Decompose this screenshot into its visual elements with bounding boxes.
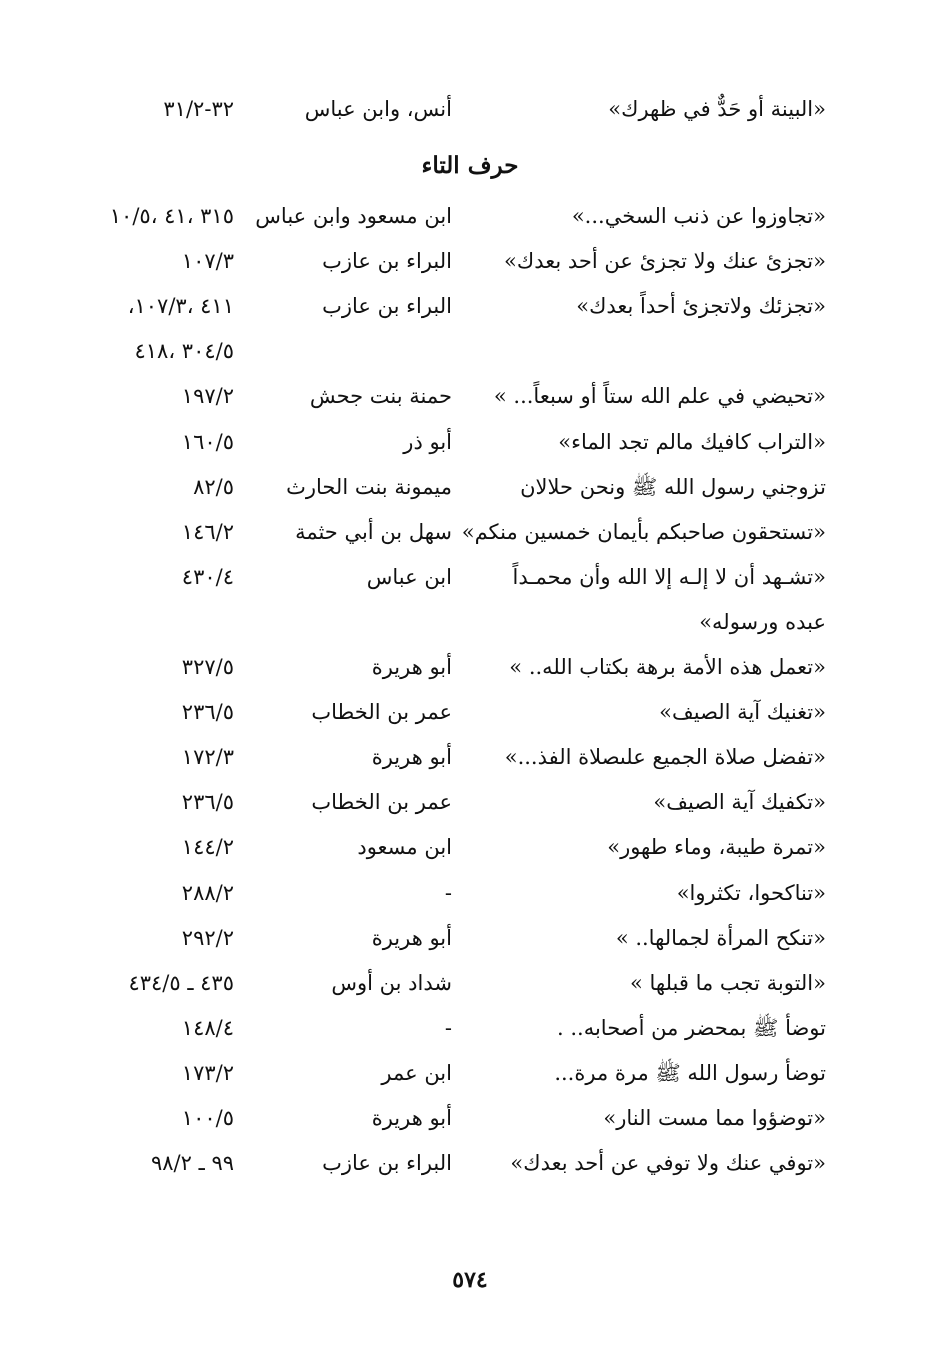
entry-row xyxy=(0,602,940,642)
entry-row xyxy=(0,1143,940,1183)
entry-row xyxy=(0,782,940,822)
narrator-name: ميمونة بنت الحارث xyxy=(286,475,452,499)
hadith-text: تزوجني رسول الله ﷺ ونحن حلالان xyxy=(520,475,826,499)
section-heading: حرف التاء xyxy=(421,152,519,179)
entry-row xyxy=(0,241,940,281)
narrator-name: عمر بن الخطاب xyxy=(311,700,452,724)
entry-row xyxy=(0,963,940,1003)
reference: ١٠٧/٣ xyxy=(181,249,234,273)
hadith-text: «التراب كافيك مالم تجد الماء» xyxy=(558,430,826,454)
hadith-text: «توضؤوا مما مست النار» xyxy=(603,1106,826,1130)
entry-row xyxy=(0,647,940,687)
hadith-text: «تحيضي في علم الله ستاً أو سبعاً... » xyxy=(493,384,826,408)
narrator-name: أبو هريرة xyxy=(371,926,452,950)
hadith-text: عبده ورسوله» xyxy=(699,610,826,634)
entry-row xyxy=(0,692,940,732)
page-number: ٥٧٤ xyxy=(452,1267,488,1293)
narrator-name: ابن عباس xyxy=(366,565,452,589)
hadith-text: توضأ ﷺ بمحضر من أصحابه.. . xyxy=(557,1016,826,1040)
hadith-text: «تغنيك آية الصيف» xyxy=(659,700,826,724)
reference: ٣٠٤/٥ ،٤١٨ xyxy=(134,339,234,363)
hadith-text: «البينة أو حَدٌّ في ظهرك» xyxy=(608,97,826,121)
entry-row xyxy=(0,873,940,913)
reference: ٢٣٦/٥ xyxy=(181,790,234,814)
reference: ٨٢/٥ xyxy=(193,475,234,499)
reference: ٢٣٦/٥ xyxy=(181,700,234,724)
hadith-text: «توفي عنك ولا توفي عن أحد بعدك» xyxy=(510,1151,826,1175)
reference: ١٤٤/٢ xyxy=(181,835,234,859)
entry-row xyxy=(0,1053,940,1093)
narrator-name: شداد بن أوس xyxy=(331,971,452,995)
reference: ٣٢٧/٥ xyxy=(181,655,234,679)
reference: ١٧٣/٢ xyxy=(181,1061,234,1085)
narrator-name: البراء بن عازب xyxy=(322,1151,452,1175)
entry-row xyxy=(0,827,940,867)
entry-row xyxy=(0,557,940,597)
entry-row xyxy=(0,286,940,326)
entry-row xyxy=(0,737,940,777)
hadith-text: توضأ رسول الله ﷺ مرة مرة... xyxy=(554,1061,826,1085)
reference: ٢٨٨/٢ xyxy=(181,881,234,905)
hadith-text: «تعمل هذه الأمة برهة بكتاب الله.. » xyxy=(509,655,826,679)
narrator-name: عمر بن الخطاب xyxy=(311,790,452,814)
hadith-text: «تستحقون صاحبكم بأيمان خمسين منكم» xyxy=(461,520,826,544)
hadith-text: «تنكح المرأة لجمالها.. » xyxy=(615,926,826,950)
entry-row xyxy=(0,422,940,462)
narrator-name: سهل بن أبي حثمة xyxy=(295,520,452,544)
narrator-name: ابن عمر xyxy=(381,1061,452,1085)
reference: ٤٣٥ ـ ٤٣٤/٥ xyxy=(128,971,234,995)
hadith-text: «تفضل صلاة الجميع علىصلاة الفذ...» xyxy=(504,745,826,769)
reference: ١٧٢/٣ xyxy=(181,745,234,769)
hadith-text: «تجزئك ولاتجزئ أحداً بعدك» xyxy=(576,294,826,318)
reference: ٣١٥ ،٤١ ،١٠/٥ xyxy=(109,204,234,228)
reference: ١٠٠/٥ xyxy=(181,1106,234,1130)
narrator-name: - xyxy=(444,1016,452,1040)
reference: ٤١١ ،١٠٧/٣، xyxy=(127,294,234,318)
hadith-text: «تكفيك آية الصيف» xyxy=(653,790,826,814)
narrator-name: ابن مسعود xyxy=(357,835,452,859)
narrator-name: البراء بن عازب xyxy=(322,249,452,273)
narrator-name: أبو ذر xyxy=(403,430,452,454)
entry-row xyxy=(0,1008,940,1048)
reference: ١٩٧/٢ xyxy=(181,384,234,408)
entry-row xyxy=(0,1098,940,1138)
narrator-name: أبو هريرة xyxy=(371,655,452,679)
hadith-text: «تجاوزوا عن ذنب السخي...» xyxy=(571,204,826,228)
reference: ١٤٨/٤ xyxy=(181,1016,234,1040)
entry-row xyxy=(0,467,940,507)
narrator-name: حمنة بنت جحش xyxy=(309,384,452,408)
hadith-text: «تجزئ عنك ولا تجزئ عن أحد بعدك» xyxy=(504,249,826,273)
entry-row xyxy=(0,89,940,129)
reference: ٩٩ ـ ٩٨/٢ xyxy=(151,1151,234,1175)
narrator-name: أبو هريرة xyxy=(371,745,452,769)
entry-row xyxy=(0,918,940,958)
hadith-text: «تمرة طيبة، وماء طهور» xyxy=(607,835,826,859)
narrator-name: - xyxy=(444,881,452,905)
reference: ٢٩٢/٢ xyxy=(181,926,234,950)
entry-row xyxy=(0,196,940,236)
reference: ١٤٦/٢ xyxy=(181,520,234,544)
reference: ٤٣٠/٤ xyxy=(181,565,234,589)
entry-row xyxy=(0,376,940,416)
hadith-text: «تشـهد أن لا إلـه إلا الله وأن محمـداً xyxy=(512,565,826,589)
narrator-name: أبو هريرة xyxy=(371,1106,452,1130)
narrator-name: ابن مسعود وابن عباس xyxy=(255,204,452,228)
hadith-text: «التوبة تجب ما قبلها » xyxy=(630,971,826,995)
entry-row xyxy=(0,512,940,552)
narrator-name: البراء بن عازب xyxy=(322,294,452,318)
reference: ٣٢-٣١/٢ xyxy=(163,97,234,121)
narrator-name: أنس، وابن عباس xyxy=(304,97,452,121)
hadith-text: «تناكحوا، تكثروا» xyxy=(676,881,826,905)
reference: ١٦٠/٥ xyxy=(181,430,234,454)
entry-row xyxy=(0,331,940,371)
